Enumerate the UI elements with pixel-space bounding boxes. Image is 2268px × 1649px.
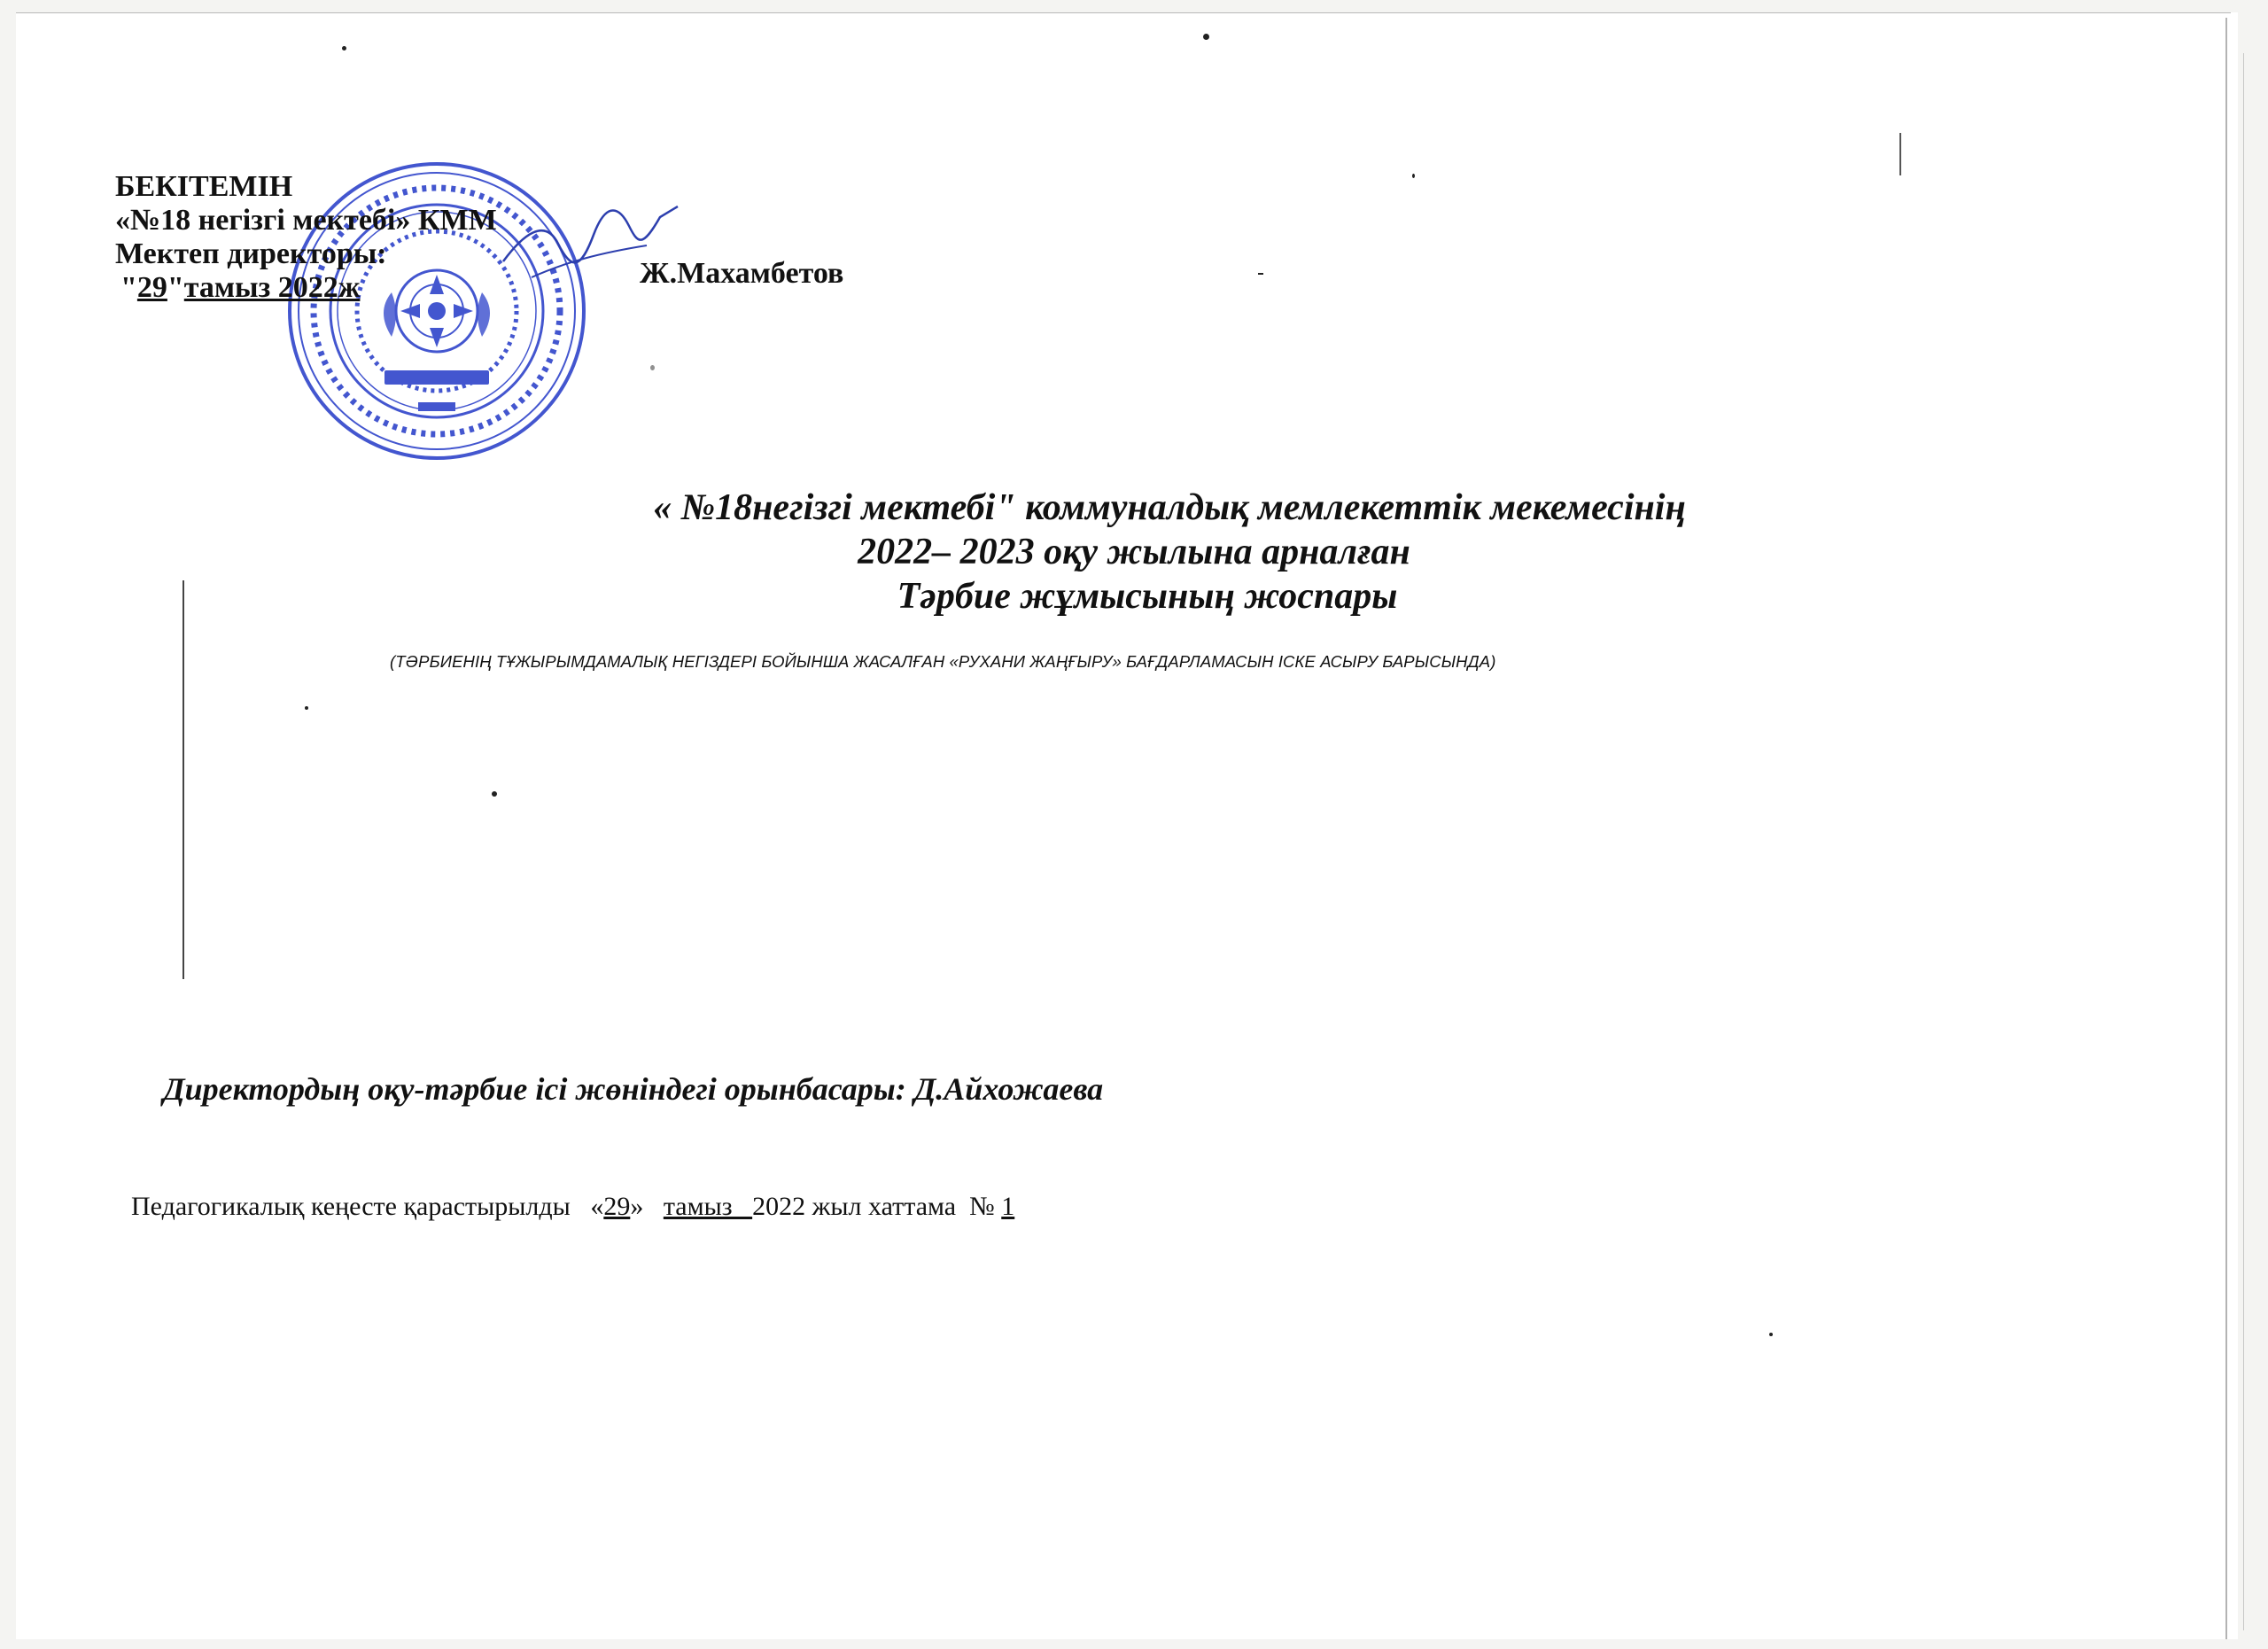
- council-line: [131, 1192, 1014, 1222]
- deputy-line: Директордың оқу-тәрбие ісі жөніндегі орынбасары: Д.Айхожаева: [163, 1071, 1104, 1107]
- scan-edge-right-inner: [2243, 53, 2244, 1630]
- scan-speck: [305, 706, 308, 710]
- title-line-2: 2022– 2023 оқу жылына арналған: [858, 532, 1410, 572]
- scan-edge-right: [2225, 18, 2227, 1639]
- council-year: 2022 жыл хаттама №: [752, 1192, 1002, 1221]
- scan-speck: [650, 365, 655, 370]
- approval-position: Мектеп директоры:: [115, 237, 387, 270]
- scan-speck: [1769, 1333, 1773, 1336]
- scan-edge-top: [16, 12, 2231, 13]
- scan-speck: [1412, 174, 1415, 178]
- approval-date: "29"тамыз 2022ж: [120, 271, 361, 304]
- approval-date-day: 29: [136, 271, 167, 304]
- approval-block: [115, 170, 497, 305]
- council-number: 1: [1001, 1192, 1015, 1221]
- scan-speck: [1258, 273, 1263, 275]
- document-subtitle: (ТӘРБИЕНІҢ ТҰЖЫРЫМДАМАЛЫҚ НЕГІЗДЕРІ БОЙЫНША ЖАСАЛҒАН «РУХАНИ ЖАҢҒЫРУ» БАҒДАРЛАМАСЫН ІСКЕ АСЫРУ БАРЫСЫНДА): [390, 652, 1496, 671]
- scan-speck: [492, 791, 497, 797]
- scan-mark: [1899, 133, 1901, 175]
- scan-speck: [342, 46, 346, 51]
- title-line-3: Тәрбие жұмысының жоспары: [897, 576, 1398, 617]
- scan-speck: [1203, 34, 1209, 40]
- council-prefix: Педагогикалық кеңесте қарастырылды «: [131, 1192, 604, 1221]
- director-name: Ж.Махамбетов: [640, 257, 844, 290]
- approval-org: «№18 негізгі мектебі» КММ: [115, 204, 497, 237]
- council-day: 29: [603, 1192, 631, 1221]
- approval-date-rest: тамыз 2022ж: [183, 271, 361, 304]
- scan-line: [183, 580, 184, 979]
- council-month: тамыз: [663, 1192, 753, 1221]
- title-line-1: « №18негізгі мектебі" коммуналдық мемлекеттік мекемесінің: [653, 487, 1686, 528]
- council-mid: »: [630, 1192, 664, 1221]
- approval-heading: БЕКІТЕМІН: [115, 170, 293, 203]
- document-title: [0, 486, 2268, 618]
